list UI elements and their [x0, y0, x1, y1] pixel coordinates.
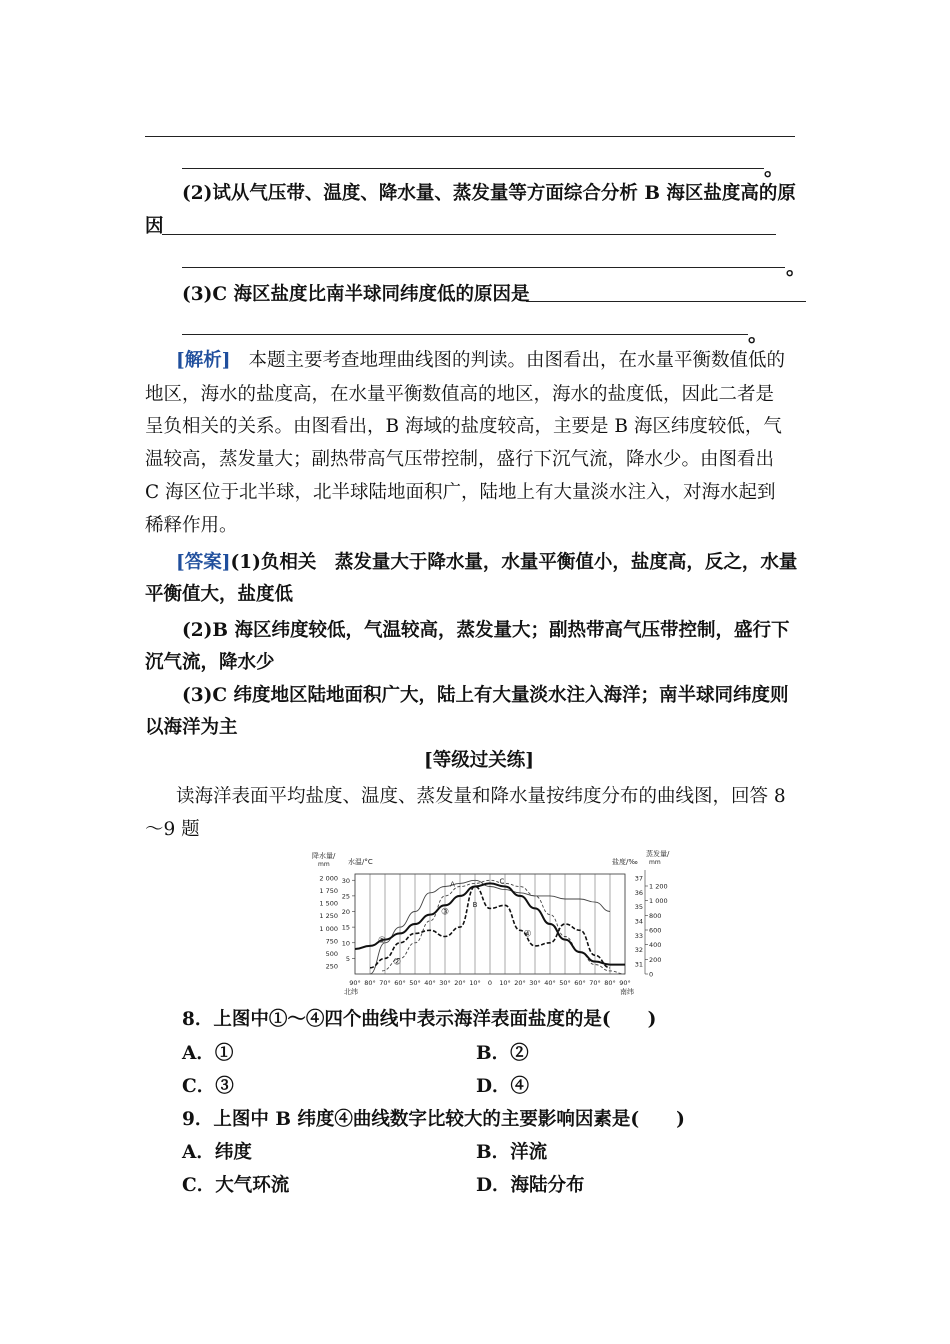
precip-axis-unit: mm — [318, 861, 330, 868]
period-mark: 。 — [764, 156, 784, 180]
x-tick-label: 20° — [454, 979, 466, 987]
temp-axis-label: 水温/°C — [348, 858, 373, 866]
x-tick-label: 50° — [559, 979, 571, 987]
salinity-tick-label: 33 — [634, 931, 643, 940]
salinity-tick-label: 34 — [634, 917, 643, 926]
analysis-line-4: 温较高，蒸发量大；副热带高气压带控制，盛行下沉气流，降水少。由图看出 — [145, 449, 775, 470]
x-axis-left-label: 北纬 — [344, 988, 358, 996]
evap-tick-label: 200 — [649, 955, 662, 964]
x-tick-label: 70° — [379, 979, 391, 987]
precip-tick-label: 1 250 — [319, 912, 338, 921]
answer-blank-line-2 — [182, 168, 764, 169]
analysis-text: 本题主要考查地理曲线图的判读。由图看出，在水量平衡数值低的 — [248, 350, 786, 371]
question-9-stem: 9．上图中 B 纬度④曲线数字比较大的主要影响因素是( ) — [182, 1109, 685, 1130]
salinity-axis-label: 盐度/‰ — [612, 858, 638, 866]
evap-tick-label: 400 — [649, 941, 662, 950]
curve-label-3: ③ — [440, 907, 450, 918]
x-tick-label: 0 — [487, 979, 493, 987]
answer-line-5: (3)C 纬度地区陆地面积广大，陆上有大量淡水注入海洋；南半球同纬度则 — [182, 685, 789, 706]
analysis-line-6: 稀释作用。 — [145, 515, 238, 536]
x-tick-label: 30° — [439, 979, 451, 987]
evap-axis-unit: mm — [649, 859, 661, 866]
answer-blank-line-1 — [145, 136, 795, 137]
precip-tick-label: 1 500 — [319, 899, 338, 908]
evap-tick-label: 600 — [649, 926, 662, 935]
intro-line-1: 读海洋表面平均盐度、温度、蒸发量和降水量按纬度分布的曲线图，回答 8 — [176, 786, 786, 807]
period-mark: 。 — [786, 255, 806, 279]
precip-tick-label: 1 000 — [319, 924, 338, 933]
q8-option-a[interactable]: A．① — [182, 1043, 234, 1064]
precip-tick-label: 750 — [325, 937, 338, 946]
q8-option-d[interactable]: D．④ — [476, 1076, 530, 1097]
curve-label-4: ④ — [523, 929, 532, 940]
evap-tick-label: 0 — [649, 970, 654, 979]
point-label-a: A — [450, 880, 455, 889]
analysis-line-5: C 海区位于北半球，北半球陆地面积广，陆地上有大量淡水注入，对海水起到 — [145, 482, 776, 503]
x-tick-label: 40° — [544, 979, 556, 987]
temp-tick-label: 5 — [345, 954, 350, 963]
q9-option-c[interactable]: C．大气环流 — [182, 1175, 290, 1196]
salinity-tick-label: 35 — [634, 903, 643, 912]
temp-tick-label: 20 — [341, 908, 350, 916]
temp-tick-label: 10 — [341, 939, 350, 948]
q8-option-b[interactable]: B．② — [476, 1043, 529, 1064]
x-tick-label: 50° — [409, 979, 421, 987]
answer-line-1 — [176, 550, 797, 576]
answer-blank-line-4 — [182, 267, 785, 268]
question-3-line-1: (3)C 海区盐度比南半球同纬度低的原因是 — [182, 284, 530, 305]
answer-line-6: 以海洋为主 — [145, 717, 238, 738]
question-2-line-2: 因 — [145, 216, 164, 237]
salinity-tick-label: 36 — [634, 888, 643, 897]
salinity-tick-label: 32 — [634, 946, 643, 955]
precip-tick-label: 1 750 — [319, 887, 338, 896]
period-mark: 。 — [748, 322, 768, 346]
x-tick-label: 30° — [529, 979, 541, 987]
q9-option-a[interactable]: A．纬度 — [182, 1142, 252, 1163]
analysis-line-1 — [176, 348, 785, 374]
evap-axis-label: 蒸发量/ — [646, 850, 670, 858]
curve-label-1: ① — [377, 935, 387, 946]
temp-tick-label: 25 — [341, 892, 350, 901]
analysis-tag: [解析] — [176, 350, 231, 371]
section-title: [等级过关练] — [424, 750, 535, 771]
x-tick-label: 60° — [574, 979, 586, 987]
answer-line-3: (2)B 海区纬度较低，气温较高，蒸发量大；副热带高气压带控制，盛行下 — [182, 620, 790, 641]
question-8-stem: 8．上图中①～④四个曲线中表示海洋表面盐度的是( ) — [182, 1009, 657, 1030]
intro-line-2: ～9 题 — [145, 819, 200, 840]
precip-tick-label: 250 — [325, 962, 338, 971]
x-tick-label: 10° — [499, 979, 511, 987]
temp-tick-label: 30 — [341, 876, 350, 885]
analysis-line-2: 地区，海水的盐度高，在水量平衡数值高的地区，海水的盐度低，因此二者是 — [145, 384, 775, 405]
evap-tick-label: 800 — [649, 911, 662, 920]
x-tick-label: 90° — [619, 979, 631, 987]
x-axis-right-label: 南纬 — [620, 988, 634, 996]
answer-line-2: 平衡值大，盐度低 — [145, 584, 294, 605]
precip-axis-label: 降水量/ — [312, 852, 336, 860]
q9-option-b[interactable]: B．洋流 — [476, 1142, 548, 1163]
answer-line-4: 沉气流，降水少 — [145, 652, 275, 673]
point-label-c: C — [499, 877, 505, 886]
evap-tick-label: 1 200 — [649, 882, 668, 891]
x-tick-label: 60° — [394, 979, 406, 987]
answer-blank-line-6 — [182, 334, 748, 335]
x-tick-label: 70° — [589, 979, 601, 987]
x-tick-label: 90° — [349, 979, 361, 987]
x-tick-label: 80° — [364, 979, 376, 987]
x-tick-label: 10° — [469, 979, 481, 987]
answer-blank-line-5 — [526, 301, 806, 302]
latitude-distribution-chart — [310, 848, 670, 996]
series-line-2 — [382, 880, 625, 974]
salinity-tick-label: 37 — [634, 874, 643, 883]
q9-option-d[interactable]: D．海陆分布 — [476, 1175, 585, 1196]
precip-tick-label: 2 000 — [319, 874, 338, 883]
answer-tag: [答案] — [176, 552, 231, 573]
question-2-line-1: (2)试从气压带、温度、降水量、蒸发量等方面综合分析 B 海区盐度高的原 — [182, 183, 796, 204]
answer-text: (1)负相关 蒸发量大于降水量，水量平衡值小，盐度高，反之，水量 — [230, 552, 798, 573]
answer-blank-line-3 — [162, 234, 776, 235]
salinity-tick-label: 31 — [634, 960, 643, 969]
x-tick-label: 40° — [424, 979, 436, 987]
curve-label-2: ② — [392, 957, 402, 968]
x-tick-label: 20° — [514, 979, 526, 987]
point-label-b: B — [472, 900, 478, 909]
analysis-line-3: 呈负相关的关系。由图看出，B 海域的盐度较高，主要是 B 海区纬度较低，气 — [145, 416, 782, 437]
temp-tick-label: 15 — [341, 923, 350, 932]
evap-tick-label: 1 000 — [649, 897, 668, 906]
x-tick-label: 80° — [604, 979, 616, 987]
q8-option-c[interactable]: C．③ — [182, 1076, 234, 1097]
precip-tick-label: 500 — [325, 949, 338, 958]
